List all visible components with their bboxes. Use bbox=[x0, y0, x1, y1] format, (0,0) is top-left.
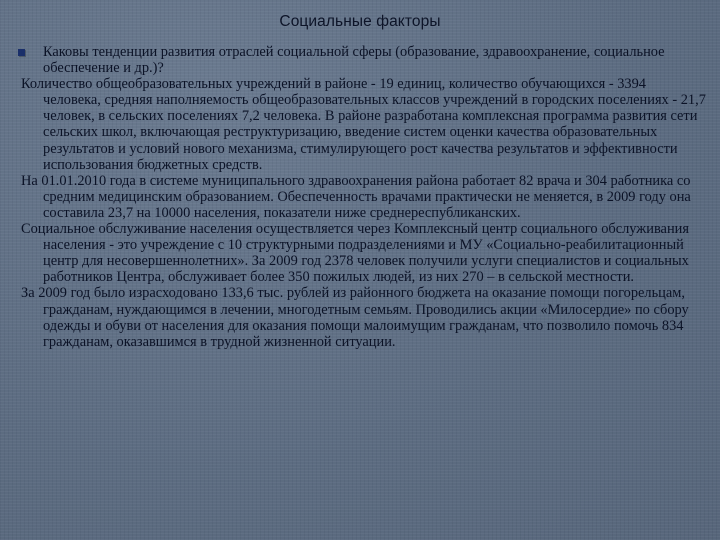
paragraph-education: Количество общеобразовательных учреждений в районе - 19 единиц, количество обучающихся - 3394 человека, средняя наполняемость общеобразовательных классов учреждений в городских поселениях - 21,7 человек, в сельских поселениях 7,2 человека. В районе разработана комплексная программа развития сети сельских школ, включающая реструктуризацию, введение систем оценки качества образовательных результатов и условий нового механизма, стимулирующего рост качества результатов и эффективности использования бюджетных средств. bbox=[21, 76, 706, 173]
slide-body bbox=[21, 44, 707, 350]
paragraph-social-services: Социальное обслуживание населения осуществляется через Комплексный центр социального обслуживания населения - это учреждение с 10 структурными подразделениями и МУ «Социально-реабилитационный центр для несовершеннолетних». За 2009 год 2378 человек получили услуги специалистов и социальных работников Центра, обслуживает более 350 пожилых людей, из них 270 – в сельской местности. bbox=[21, 221, 689, 286]
slide-title: Социальные факторы bbox=[279, 13, 441, 30]
paragraph-healthcare: На 01.01.2010 года в системе муниципального здравоохранения района работает 82 врача и 304 работника со средним медицинским образованием. Обеспеченность врачами практически не меняется, в 2009 году она составила 23,7 на 10000 населения, показатели ниже среднереспубликанских. bbox=[21, 172, 691, 221]
square-bullet-icon bbox=[18, 49, 25, 56]
paragraph-budget-aid: За 2009 год было израсходовано 133,6 тыс. рублей из районного бюджета на оказание помощи погорельцам, гражданам, нуждающимся в лечении, многодетным семьям. Проводились акции «Милосердие» по сбору одежды и обуви от населения для оказания помощи малоимущим гражданам, что позволило помочь 834 гражданам, оказавшимся в трудной жизненной ситуации. bbox=[21, 285, 689, 350]
paragraph-text: Каковы тенденции развития отраслей социальной сферы (образование, здравоохранение, социальное обеспечение и др.)? bbox=[43, 44, 665, 77]
paragraph-question bbox=[21, 44, 707, 76]
